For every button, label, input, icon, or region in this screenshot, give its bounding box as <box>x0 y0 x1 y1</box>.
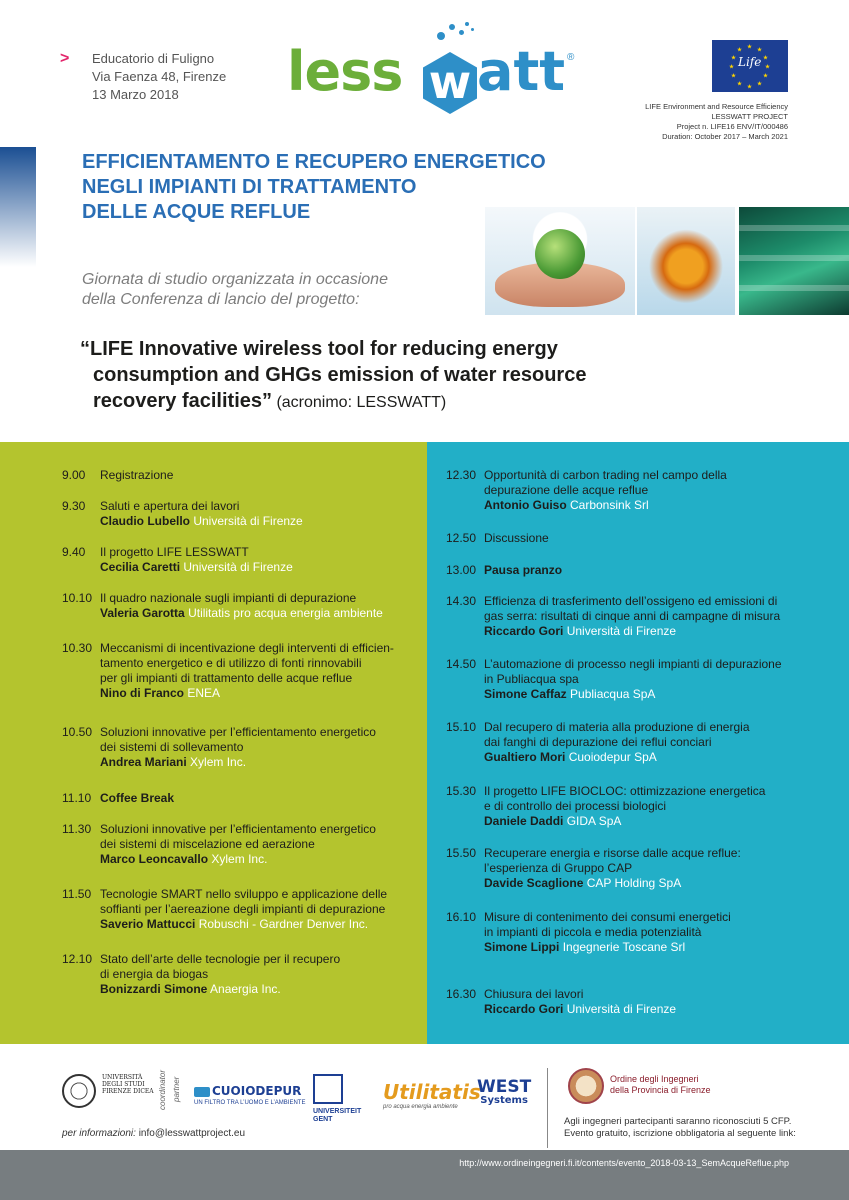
program-time: 16.30 <box>446 987 477 1001</box>
venue-name: Educatorio di Fuligno <box>92 51 215 66</box>
program-time: 15.30 <box>446 784 477 798</box>
program-speaker: Daniele Daddi <box>484 814 564 828</box>
venue-address: Via Faenza 48, Firenze <box>92 69 227 84</box>
cuoiodepur-tagline: UN FILTRO TRA L’UOMO E L’AMBIENTE <box>194 1100 306 1106</box>
registered-mark: ® <box>567 52 575 63</box>
program-time: 12.10 <box>62 952 93 966</box>
program-topic: Chiusura dei lavori <box>484 987 584 1001</box>
project-title-line: “LIFE Innovative wireless tool for reducing energy <box>80 338 558 360</box>
cfp-line: Agli ingegneri partecipanti saranno riconosciuti 5 CFP. <box>564 1116 792 1127</box>
main-title-line: NEGLI IMPIANTI DI TRATTAMENTO <box>82 176 417 198</box>
cuoiodepur-name: CUOIODEPUR <box>212 1084 302 1098</box>
eu-life-flag <box>712 40 788 92</box>
west-line: Systems <box>480 1095 528 1106</box>
logo-text-att: att <box>477 40 566 103</box>
ordine-seal-icon <box>568 1068 604 1104</box>
project-title-line: recovery facilities” <box>93 390 272 412</box>
program-affiliation: Publiacqua SpA <box>570 687 656 701</box>
ordine-line: Ordine degli Ingegneri <box>610 1074 699 1084</box>
program-topic: Tecnologie SMART nello sviluppo e applicazione delle <box>100 887 388 901</box>
program-affiliation: Utilitatis pro acqua energia ambiente <box>188 606 383 620</box>
program-topic: Opportunità di carbon trading nel campo della <box>484 468 727 482</box>
program-speaker: Andrea Mariani <box>100 755 187 769</box>
project-info-line: LESSWATT PROJECT <box>711 112 788 121</box>
program-topic: Soluzioni innovative per l’efficientamento energetico <box>100 725 376 739</box>
program-topic: dei sistemi di miscelazione ed aerazione <box>100 837 315 851</box>
project-title-line: consumption and GHGs emission of water resource <box>93 364 587 386</box>
program-topic: Coffee Break <box>100 791 175 805</box>
program-topic: Dal recupero di materia alla produzione di energia <box>484 720 750 734</box>
program-speaker: Saverio Mattucci <box>100 917 196 931</box>
program-speaker: Claudio Lubello <box>100 514 190 528</box>
partner-label: partner <box>172 1076 181 1102</box>
program-topic: Il quadro nazionale sugli impianti di depurazione <box>100 591 357 605</box>
program-topic: l’esperienza di Gruppo CAP <box>484 861 633 875</box>
program-affiliation: Anaergia Inc. <box>210 982 281 996</box>
program-topic: depurazione delle acque reflue <box>484 483 649 497</box>
program-affiliation: ENEA <box>187 686 221 700</box>
program-time: 14.30 <box>446 594 477 608</box>
program-topic: Stato dell’arte delle tecnologie per il recupero <box>100 952 341 966</box>
program-topic: Il progetto LIFE LESSWATT <box>100 545 249 559</box>
cfp-notice <box>564 1116 804 1140</box>
footer-bar <box>0 1150 849 1200</box>
program-time: 15.10 <box>446 720 477 734</box>
program-speaker: Simone Caffaz <box>484 687 567 701</box>
program-time: 11.10 <box>62 791 92 805</box>
ordine-line: della Provincia di Firenze <box>610 1085 711 1095</box>
photo-water-tank <box>739 207 849 315</box>
program-speaker: Davide Scaglione <box>484 876 584 890</box>
coordinator-label: coordinator <box>158 1069 167 1110</box>
project-info <box>528 102 788 142</box>
subtitle-line: della Conferenza di lancio del progetto: <box>82 291 360 308</box>
program-affiliation: Cuoiodepur SpA <box>568 750 657 764</box>
logo-text-w: w <box>428 55 472 109</box>
ugent-line: UNIVERSITEIT <box>313 1108 362 1115</box>
program-affiliation: Ingegnerie Toscane Srl <box>562 940 686 954</box>
cuoiodepur-logo <box>194 1084 301 1098</box>
program-time: 15.50 <box>446 846 477 860</box>
contact-info <box>62 1128 245 1139</box>
program-topic: per gli impianti di trattamento delle acque reflue <box>100 671 353 685</box>
logo-text-less: less <box>287 40 403 103</box>
program-speaker: Bonizzardi Simone <box>100 982 208 996</box>
west-systems-logo <box>477 1077 532 1106</box>
wave-icon <box>194 1087 210 1097</box>
event-date: 13 Marzo 2018 <box>92 87 179 102</box>
program-affiliation: Università di Firenze <box>183 560 293 574</box>
program-topic: Misure di contenimento dei consumi energetici <box>484 910 731 924</box>
program-speaker: Riccardo Gori <box>484 624 564 638</box>
program-speaker: Simone Lippi <box>484 940 560 954</box>
ugent-line: GENT <box>313 1116 333 1123</box>
program-affiliation: Università di Firenze <box>193 514 303 528</box>
program-affiliation: Xylem Inc. <box>211 852 268 866</box>
program-topic: Pausa pranzo <box>484 563 563 577</box>
program-speaker: Antonio Guiso <box>484 498 567 512</box>
program-topic: Soluzioni innovative per l’efficientamento energetico <box>100 822 376 836</box>
program-speaker: Marco Leoncavallo <box>100 852 209 866</box>
program-affiliation: Università di Firenze <box>566 1002 677 1016</box>
program-topic: dai fanghi di depurazione dei reflui conciari <box>484 735 712 749</box>
program-time: 16.10 <box>446 910 477 924</box>
program-topic: Discussione <box>484 531 549 545</box>
program-time: 13.00 <box>446 563 477 577</box>
photo-autumn-leaf <box>637 207 735 315</box>
program-topic: Registrazione <box>100 468 174 482</box>
project-info-line: Duration: October 2017 – March 2021 <box>662 132 788 141</box>
subtitle-line: Giornata di studio organizzata in occasione <box>82 271 388 288</box>
unifi-seal-icon <box>62 1074 96 1108</box>
program-time: 12.50 <box>446 531 477 545</box>
program-time: 14.50 <box>446 657 477 671</box>
program-topic: L’automazione di processo negli impianti di depurazione <box>484 657 782 671</box>
contact-email-link[interactable]: info@lesswattproject.eu <box>138 1128 246 1139</box>
utilitatis-logo: Utilitatis <box>383 1080 481 1104</box>
program-topic: in Publiacqua spa <box>484 672 579 686</box>
divider <box>547 1068 548 1148</box>
program-topic: dei sistemi di sollevamento <box>100 740 244 754</box>
program-time: 12.30 <box>446 468 477 482</box>
program-topic: di energia da biogas <box>100 967 209 981</box>
photo-globe-hands <box>485 207 635 315</box>
unifi-logo-text: UNIVERSITÀ DEGLI STUDI FIRENZE DICEA <box>102 1074 154 1095</box>
main-title-line: DELLE ACQUE REFLUE <box>82 201 311 223</box>
program-affiliation: GIDA SpA <box>566 814 622 828</box>
project-title <box>80 336 700 416</box>
program-topic: Recuperare energia e risorse dalle acque reflue: <box>484 846 741 860</box>
program-affiliation: CAP Holding SpA <box>586 876 682 890</box>
program-time: 10.50 <box>62 725 93 739</box>
program-speaker: Cecilia Caretti <box>100 560 181 574</box>
program-topic: tamento energetico e di utilizzo di fonti rinnovabili <box>100 656 362 670</box>
ugent-logo-icon <box>313 1074 343 1104</box>
program-time: 11.50 <box>62 887 92 901</box>
program-topic: e di controllo dei processi biologici <box>484 799 667 813</box>
program-affiliation: Carbonsink Srl <box>570 498 649 512</box>
project-info-line: LIFE Environment and Resource Efficiency <box>645 102 788 111</box>
program-affiliation: Xylem Inc. <box>190 755 247 769</box>
program-speaker: Valeria Garotta <box>100 606 185 620</box>
ugent-logo-text <box>313 1108 361 1124</box>
contact-label: per informazioni: <box>62 1128 136 1139</box>
life-logo-text: Life <box>738 55 762 69</box>
program-speaker: Riccardo Gori <box>484 1002 564 1016</box>
program-topic: soffianti per l’aereazione degli impianti di depurazione <box>100 902 386 916</box>
main-title-line: EFFICIENTAMENTO E RECUPERO ENERGETICO <box>82 151 546 173</box>
program-affiliation: Università di Firenze <box>566 624 677 638</box>
subtitle <box>82 270 482 310</box>
program-topic: Saluti e apertura dei lavori <box>100 499 240 513</box>
program-topic: gas serra: risultati di cinque anni di campagne di misura <box>484 609 781 623</box>
program-topic: Efficienza di trasferimento dell’ossigeno ed emissioni di <box>484 594 778 608</box>
program-time: 9.00 <box>62 468 86 482</box>
program-affiliation: Robuschi - Gardner Denver Inc. <box>198 917 369 931</box>
lesswatt-logo <box>287 22 577 112</box>
program-time: 10.10 <box>62 591 93 605</box>
program-speaker: Nino di Franco <box>100 686 184 700</box>
program-speaker: Gualtiero Mori <box>484 750 566 764</box>
program-topic: Meccanismi di incentivazione degli interventi di efficien- <box>100 641 394 655</box>
program-time: 9.40 <box>62 545 86 559</box>
registration-link[interactable]: http://www.ordineingegneri.fi.it/contents/evento_2018-03-13_SemAcqueReflue.php <box>459 1158 789 1168</box>
utilitatis-tagline: pro acqua energia ambiente <box>383 1104 458 1110</box>
arrow-icon: > <box>60 50 70 67</box>
cfp-line: Evento gratuito, iscrizione obbligatoria al seguente link: <box>564 1128 796 1139</box>
decorative-strip <box>0 147 36 267</box>
program-topic: in impianti di piccola e media potenzialità <box>484 925 702 939</box>
program-time: 11.30 <box>62 822 92 836</box>
project-acronym: (acronimo: LESSWATT) <box>272 394 447 411</box>
ordine-ingegneri-logo <box>610 1074 711 1096</box>
program-topic: Il progetto LIFE BIOCLOC: ottimizzazione energetica <box>484 784 766 798</box>
program-time: 10.30 <box>62 641 93 655</box>
project-info-line: Project n. LIFE16 ENV/IT/000486 <box>676 122 788 131</box>
west-line: WEST <box>477 1077 532 1097</box>
program-time: 9.30 <box>62 499 86 513</box>
